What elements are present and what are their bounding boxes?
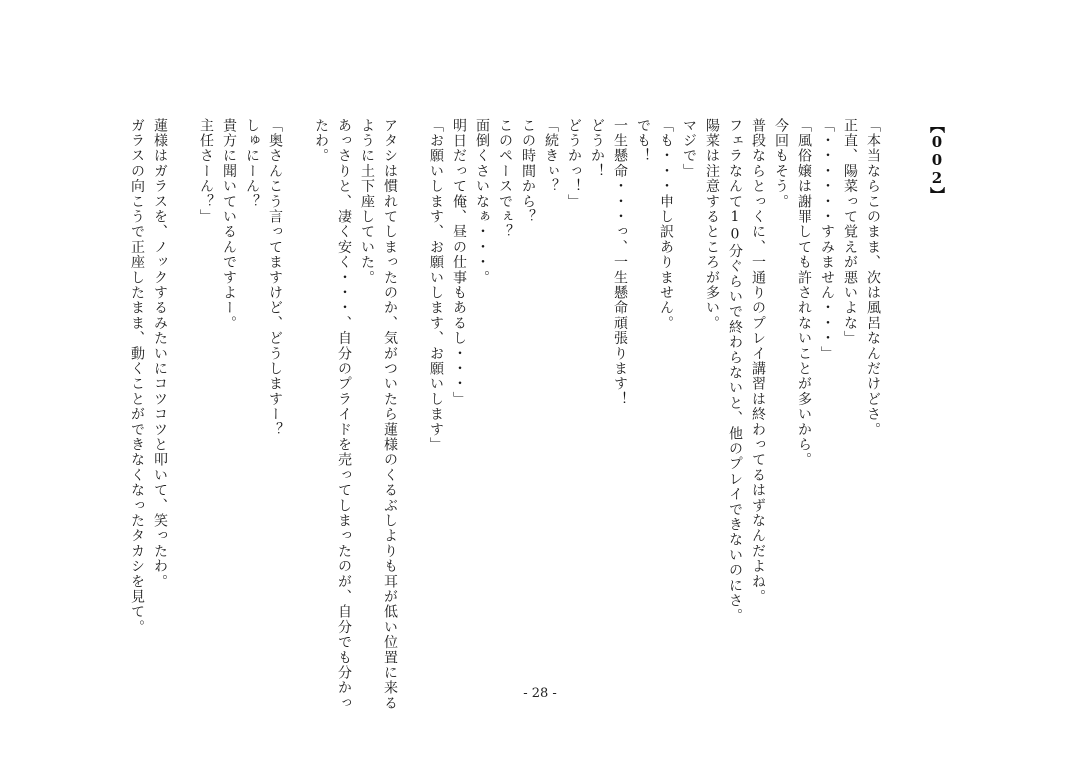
- text-line: 「・・・・・・すみません・・・」: [819, 118, 835, 362]
- text-line: 面倒くさいなぁ・・・。: [474, 118, 490, 286]
- page-number: - 28 -: [523, 686, 557, 701]
- text-line: アタシは慣れてしまったのか、気がついたら蓮様のくるぶしよりも耳が低い位置に来る: [382, 118, 398, 711]
- text-line: 「お願いします、お願いします、お願いします」: [428, 118, 444, 453]
- section-heading: 【002】: [928, 118, 946, 202]
- text-line: 普段ならとっくに、一通りのプレイ講習は終わってるはずなんだよね。: [750, 118, 766, 605]
- text-line: あっさりと、凄く安く・・・、自分のプライドを売ってしまったのが、自分でも分かっ: [336, 118, 352, 711]
- text-line: 「奥さんこう言ってますけど、どうしますー？: [267, 118, 283, 438]
- text-line: 「続きぃ？: [543, 118, 559, 194]
- text-line: ように土下座していた。: [359, 118, 375, 286]
- text-line: 一生懸命・・・っ、一生懸命頑張ります！: [612, 118, 628, 407]
- text-line: 今回もそう。: [773, 118, 789, 210]
- text-line: 貴方に聞いているんですよー。: [221, 118, 237, 331]
- text-line: たわ。: [313, 118, 329, 164]
- text-line: このペースでぇ？: [497, 118, 513, 240]
- text-line: 正直、陽菜って覚えが悪いよな」: [842, 118, 858, 346]
- text-line: フェラなんて10分ぐらいで終わらないと、他のプレイできないのにさ。: [727, 118, 743, 624]
- text-line: この時間から？: [520, 118, 536, 225]
- text-line: 「風俗嬢は謝罪しても許されないことが多いから。: [796, 118, 812, 468]
- text-line: マジで」: [681, 118, 697, 179]
- text-line: でも！: [635, 118, 651, 164]
- text-line: 「も・・・申し訳ありません。: [658, 118, 674, 331]
- text-line: 明日だって俺、昼の仕事もあるし・・・」: [451, 118, 467, 407]
- text-line: 蓮様はガラスを、ノックするみたいにコツコツと叩いて、笑ったわ。: [152, 118, 168, 590]
- text-line: しゅにーん？: [244, 118, 260, 210]
- text-line: 「本当ならこのまま、次は風呂なんだけどさ。: [865, 118, 881, 438]
- text-line: 陽菜は注意するところが多い。: [704, 118, 720, 331]
- text-line: どうか！: [589, 118, 605, 179]
- text-line: どうかっ！」: [566, 118, 582, 210]
- text-line: 主任さーん？」: [198, 118, 214, 225]
- text-line: ガラスの向こうで正座したまま、動くことができなくなったタカシを見て。: [129, 118, 145, 635]
